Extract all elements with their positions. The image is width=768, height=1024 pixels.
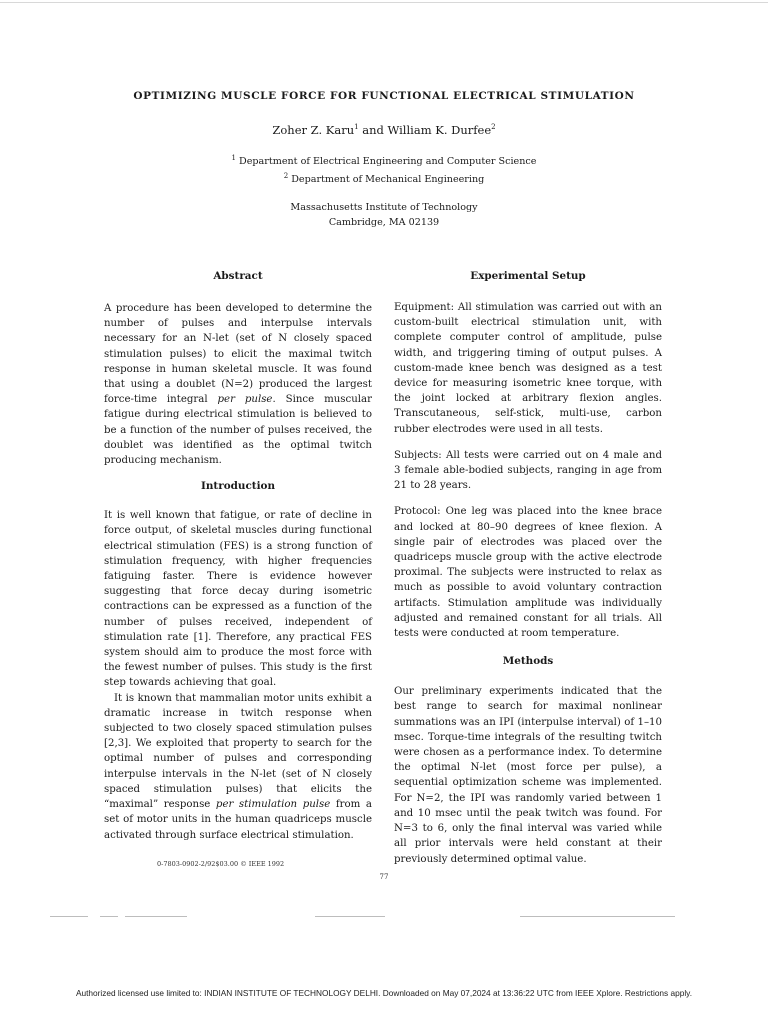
experimental-setup-heading: Experimental Setup [470,270,586,282]
equipment-paragraph: Equipment: All stimulation was carried out with an custom-built electrical stimulation unit, with complete computer control of amplitude, pulse width, and triggering timing of output pulses. A custom-made knee bench was designed as a test device for measuring isometric knee torque, with the joint locked at arbitrary flexion angles. Transcutaneous, self-stick, multi-use, carbon rubber electrodes were used in all tests. [394,302,662,435]
institution [0,200,768,230]
abstract-emphasis: per pulse [217,394,273,406]
affiliations [0,151,768,187]
introduction-para-2-part1: It is known that mammalian motor units exhibit a dramatic increase in twitch response when subjected to two closely spaced stimulation pulses [2,3]. We exploited that property to search for the optimal number of pulses and corresponding interpulse intervals in the N-let (set of N closely spaced stimulation pulses) that elicits the “maximal” response [104,692,372,811]
protocol-paragraph: Protocol: One leg was placed into the knee brace and locked at 80–90 degrees of knee flexion. A single pair of electrodes was placed over the quadriceps muscle group with the active electrode proximal. The subjects were instructed to relax as much as possible to avoid voluntary contraction artifacts. Stimulation amplitude was individually adjusted and remained constant for all trials. All tests were conducted at room temperature. [394,506,662,640]
author-durfee: William K. Durfee [387,123,492,137]
abstract-text-part2: . Since muscular fatigue during electrical stimulation is believed to be a function of the number of pulses received, the doublet was identified as the optimal twitch producing mechanism. [104,394,373,467]
affiliation-1-mark: 1 [231,154,236,162]
copyright-notice: 0-7803-0902-2/92$03.00 © IEEE 1992 [157,860,285,868]
methods-heading: Methods [502,655,554,668]
affiliation-1-text: Department of Electrical Engineering and Computer Science [239,156,537,168]
scan-artifact-line [50,916,88,917]
introduction-para-1: It is well known that fatigue, or rate of decline in force output, of skeletal muscles during functional electrical stimulation (FES) is a strong function of stimulation frequency, with higher frequencies fatiguing faster. There is evidence however suggesting that force decay during isometric contractions can be expressed as a function of the number of pulses received, independent of stimulation rate [1]. Therefore, any practical FES system should aim to produce the most force with the fewest number of pulses. This study is the first step towards achieving that goal. [104,510,372,689]
author-line [0,123,768,137]
abstract-text-part1: A procedure has been developed to determine the number of pulses and interpulse intervals necessary for an N-let (set of N closely spaced stimulation pulses) to elicit the maximal twitch response in human skeletal muscle. It was found that using a doublet (N=2) produced the largest force-time integral [104,303,372,406]
affiliation-2 [0,169,768,187]
author-karu: Zoher Z. Karu [272,123,355,137]
introduction-emphasis: per stimulation pulse [215,799,331,811]
paper-title: OPTIMIZING MUSCLE FORCE FOR FUNCTIONAL ELECTRICAL STIMULATION [133,90,635,102]
ieee-license-disclaimer: Authorized licensed use limited to: INDIAN INSTITUTE OF TECHNOLOGY DELHI. Downloaded on May 07,2024 at 13:36:22 UTC from IEEE Xplore. Restrictions apply. [75,988,693,998]
scan-artifact-line [520,916,675,917]
author-conjunction: and [358,123,388,137]
abstract-text [104,301,372,468]
author-durfee-affil-mark: 2 [491,123,496,132]
scan-artifact-line [315,916,385,917]
subjects-paragraph: Subjects: All tests were carried out on 4 male and 3 female able-bodied subjects, ranging in age from 21 to 28 years. [394,449,662,492]
methods-paragraph: Our preliminary experiments indicated that the best range to search for maximal nonlinear summations was an IPI (interpulse interval) of 1–10 msec. Torque-time integrals of the resulting twitch were chosen as a performance index. To determine the optimal N-let (most force per pulse), a sequential optimization scheme was implemented. For N=2, the IPI was randomly varied between 1 and 10 msec until the peak twitch was found. For N=3 to 6, only the final interval was varied while all prior intervals were held constant at their previously determined optimal value. [394,686,662,865]
introduction-para-2-part2: from a set of motor units in the human quadriceps muscle activated through surface electrical stimulation. [104,799,372,841]
top-rule [0,2,768,3]
scan-artifact-line [125,916,187,917]
introduction-para-2 [104,691,372,843]
institution-name: Massachusetts Institute of Technology [290,202,478,213]
affiliation-2-mark: 2 [283,172,289,181]
scan-artifact-line [100,916,118,917]
abstract-heading: Abstract [213,270,263,282]
author-karu-affil-mark: 1 [354,123,359,132]
institution-city: Cambridge, MA 02139 [328,217,440,228]
page-number: 77 [379,873,389,881]
introduction-heading: Introduction [201,480,275,493]
affiliation-2-text: Department of Mechanical Engineering [291,174,485,186]
right-column [394,270,662,867]
left-column [104,270,372,843]
affiliation-1 [0,151,768,169]
